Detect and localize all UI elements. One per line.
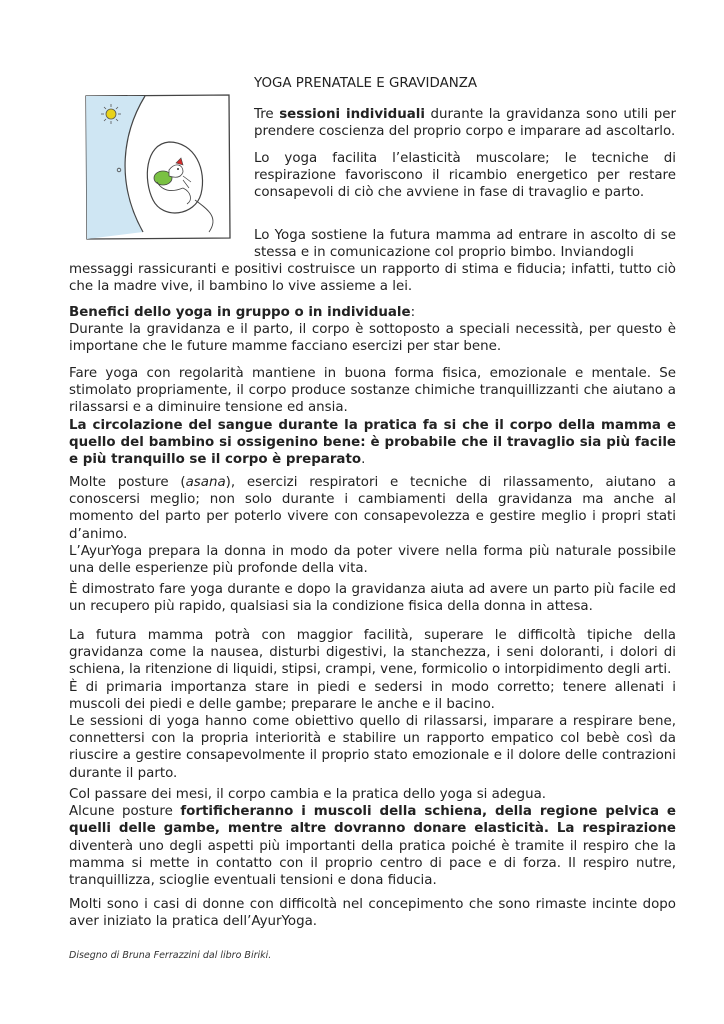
benefits-p9: Col passare dei mesi, il corpo cambia e la pratica dello yoga si adegua. xyxy=(69,787,547,802)
benefits-p9-block xyxy=(69,786,676,889)
benefits-p3-pre: Molte posture ( xyxy=(69,475,186,490)
intro-p1 xyxy=(254,106,676,140)
benefits-p10-pre: Alcune posture xyxy=(69,804,181,820)
benefits-p5: È dimostrato fare yoga durante e dopo la gravidanza aiuta ad avere un parto più facile ed un recupero più rapido, qualsiasi sia la condizione fisica della donna in attesa. xyxy=(69,582,676,615)
intro-p1-text-end: durante la gravidanza sono utili per prendere coscienza del proprio corpo e imparare ad ascoltarlo. xyxy=(254,107,676,140)
benefits-p2-bold: La circolazione del sangue durante la pratica fa si che il corpo della mamma e quello del bambino si ossigenino bene: è probabile che il travaglio sia più facile e più tranquillo se il corpo è preparato xyxy=(69,417,676,468)
benefits-heading: Benefici dello yoga in gruppo o in individuale xyxy=(69,305,411,320)
intro-p2: Lo yoga facilita l’elasticità muscolare; le tecniche di respirazione favoriscono il ricambio energetico per restare consapevoli di ciò che avviene in fase di travaglio e parto. xyxy=(254,151,676,201)
benefits-p7: È di primaria importanza stare in piedi e sedersi in modo corretto; tenere allenati i muscoli dei piedi e delle gambe; preparare le anche e il bacino. xyxy=(69,679,676,712)
benefits-p2-bold-end: . xyxy=(361,452,366,468)
sun-icon xyxy=(101,104,121,124)
benefits-p11: Molti sono i casi di donne con difficoltà nel concepimento che sono rimaste incinte dopo aver iniziato la pratica dell’AyurYoga. xyxy=(69,897,676,930)
pregnancy-drawing-icon xyxy=(83,92,233,242)
intro-p3a: Lo Yoga sostiene la futura mamma ad entrare in ascolto di se stessa e in comunicazione col proprio bimbo. Inviandogli xyxy=(254,228,676,261)
intro-p1-text: Tre xyxy=(254,107,280,122)
benefits-p3-italic: asana xyxy=(185,475,226,490)
benefits-p10-post: diventerà uno degli aspetti più importanti della pratica poiché è tramite il respiro che la mamma si mette in contatto con il proprio centro di pace e di forza. Il respiro nutre, tranquillizza, scioglie eventuali tensioni e dona fiducia. xyxy=(69,838,676,889)
benefits-p6-block xyxy=(69,627,676,782)
intro-p1-bold: sessioni individuali xyxy=(279,107,425,122)
image-caption: Disegno di Bruna Ferrazzini dal libro Biriki. xyxy=(69,950,272,961)
benefits-p10-bold: fortificheranno i muscoli della schiena, della regione pelvica e quelli delle gambe, mentre altre dovranno donare elasticità. La respirazione xyxy=(69,804,676,837)
benefits-p4: L’AyurYoga prepara la donna in modo da poter vivere nella forma più naturale possibile una delle esperienze più profonde della vita. xyxy=(69,543,676,577)
benefits-p8: Le sessioni di yoga hanno come obiettivo quello di rilassarsi, imparare a respirare bene, connettersi con la propria interiorità e stabilire un rapporto empatico col bebè così da riuscire a gestire consapevolmente il proprio stato emozionale e il dolore delle contrazioni durante il parto. xyxy=(69,714,676,781)
benefits-p6: La futura mamma potrà con maggior facilità, superare le difficoltà tipiche della gravidanza come la nausea, disturbi digestivi, la stanchezza, i seni doloranti, i dolori di schiena, la ritenzione di liquidi, stipsi, crampi, vene, formicolio o intorpidimento degli arti. xyxy=(69,628,676,678)
benefits-p1: Durante la gravidanza e il parto, il corpo è sottoposto a speciali necessità, per questo è importane che le future mamme facciano esercizi per star bene. xyxy=(69,322,676,355)
intro-p3b: messaggi rassicuranti e positivi costruisce un rapporto di stima e fiducia; infatti, tutto ciò che la madre vive, il bambino lo vive assieme a lei. xyxy=(69,262,676,295)
benefits-p3-block xyxy=(69,474,676,577)
benefits-heading-colon: : xyxy=(410,305,416,320)
page-title: YOGA PRENATALE E GRAVIDANZA xyxy=(254,76,478,91)
benefits-p2: Fare yoga con regolarità mantiene in buona forma fisica, emozionale e mentale. Se stimolato propriamente, il corpo produce sostanze chimiche tranquillizzanti che aiutano a rilassarsi e a diminuire tensione ed ansia. xyxy=(69,366,676,416)
benefits-p2-block xyxy=(69,365,676,468)
benefits-section xyxy=(69,304,676,356)
benefits-p3-post: ), esercizi respiratori e tecniche di rilassamento, aiutano a conoscersi meglio; non solo durante i cambiamenti della gravidanza ma anche al momento del parto per poterlo vivere con consapevolezza e gestire meglio i propri stati d’animo. xyxy=(69,475,676,542)
